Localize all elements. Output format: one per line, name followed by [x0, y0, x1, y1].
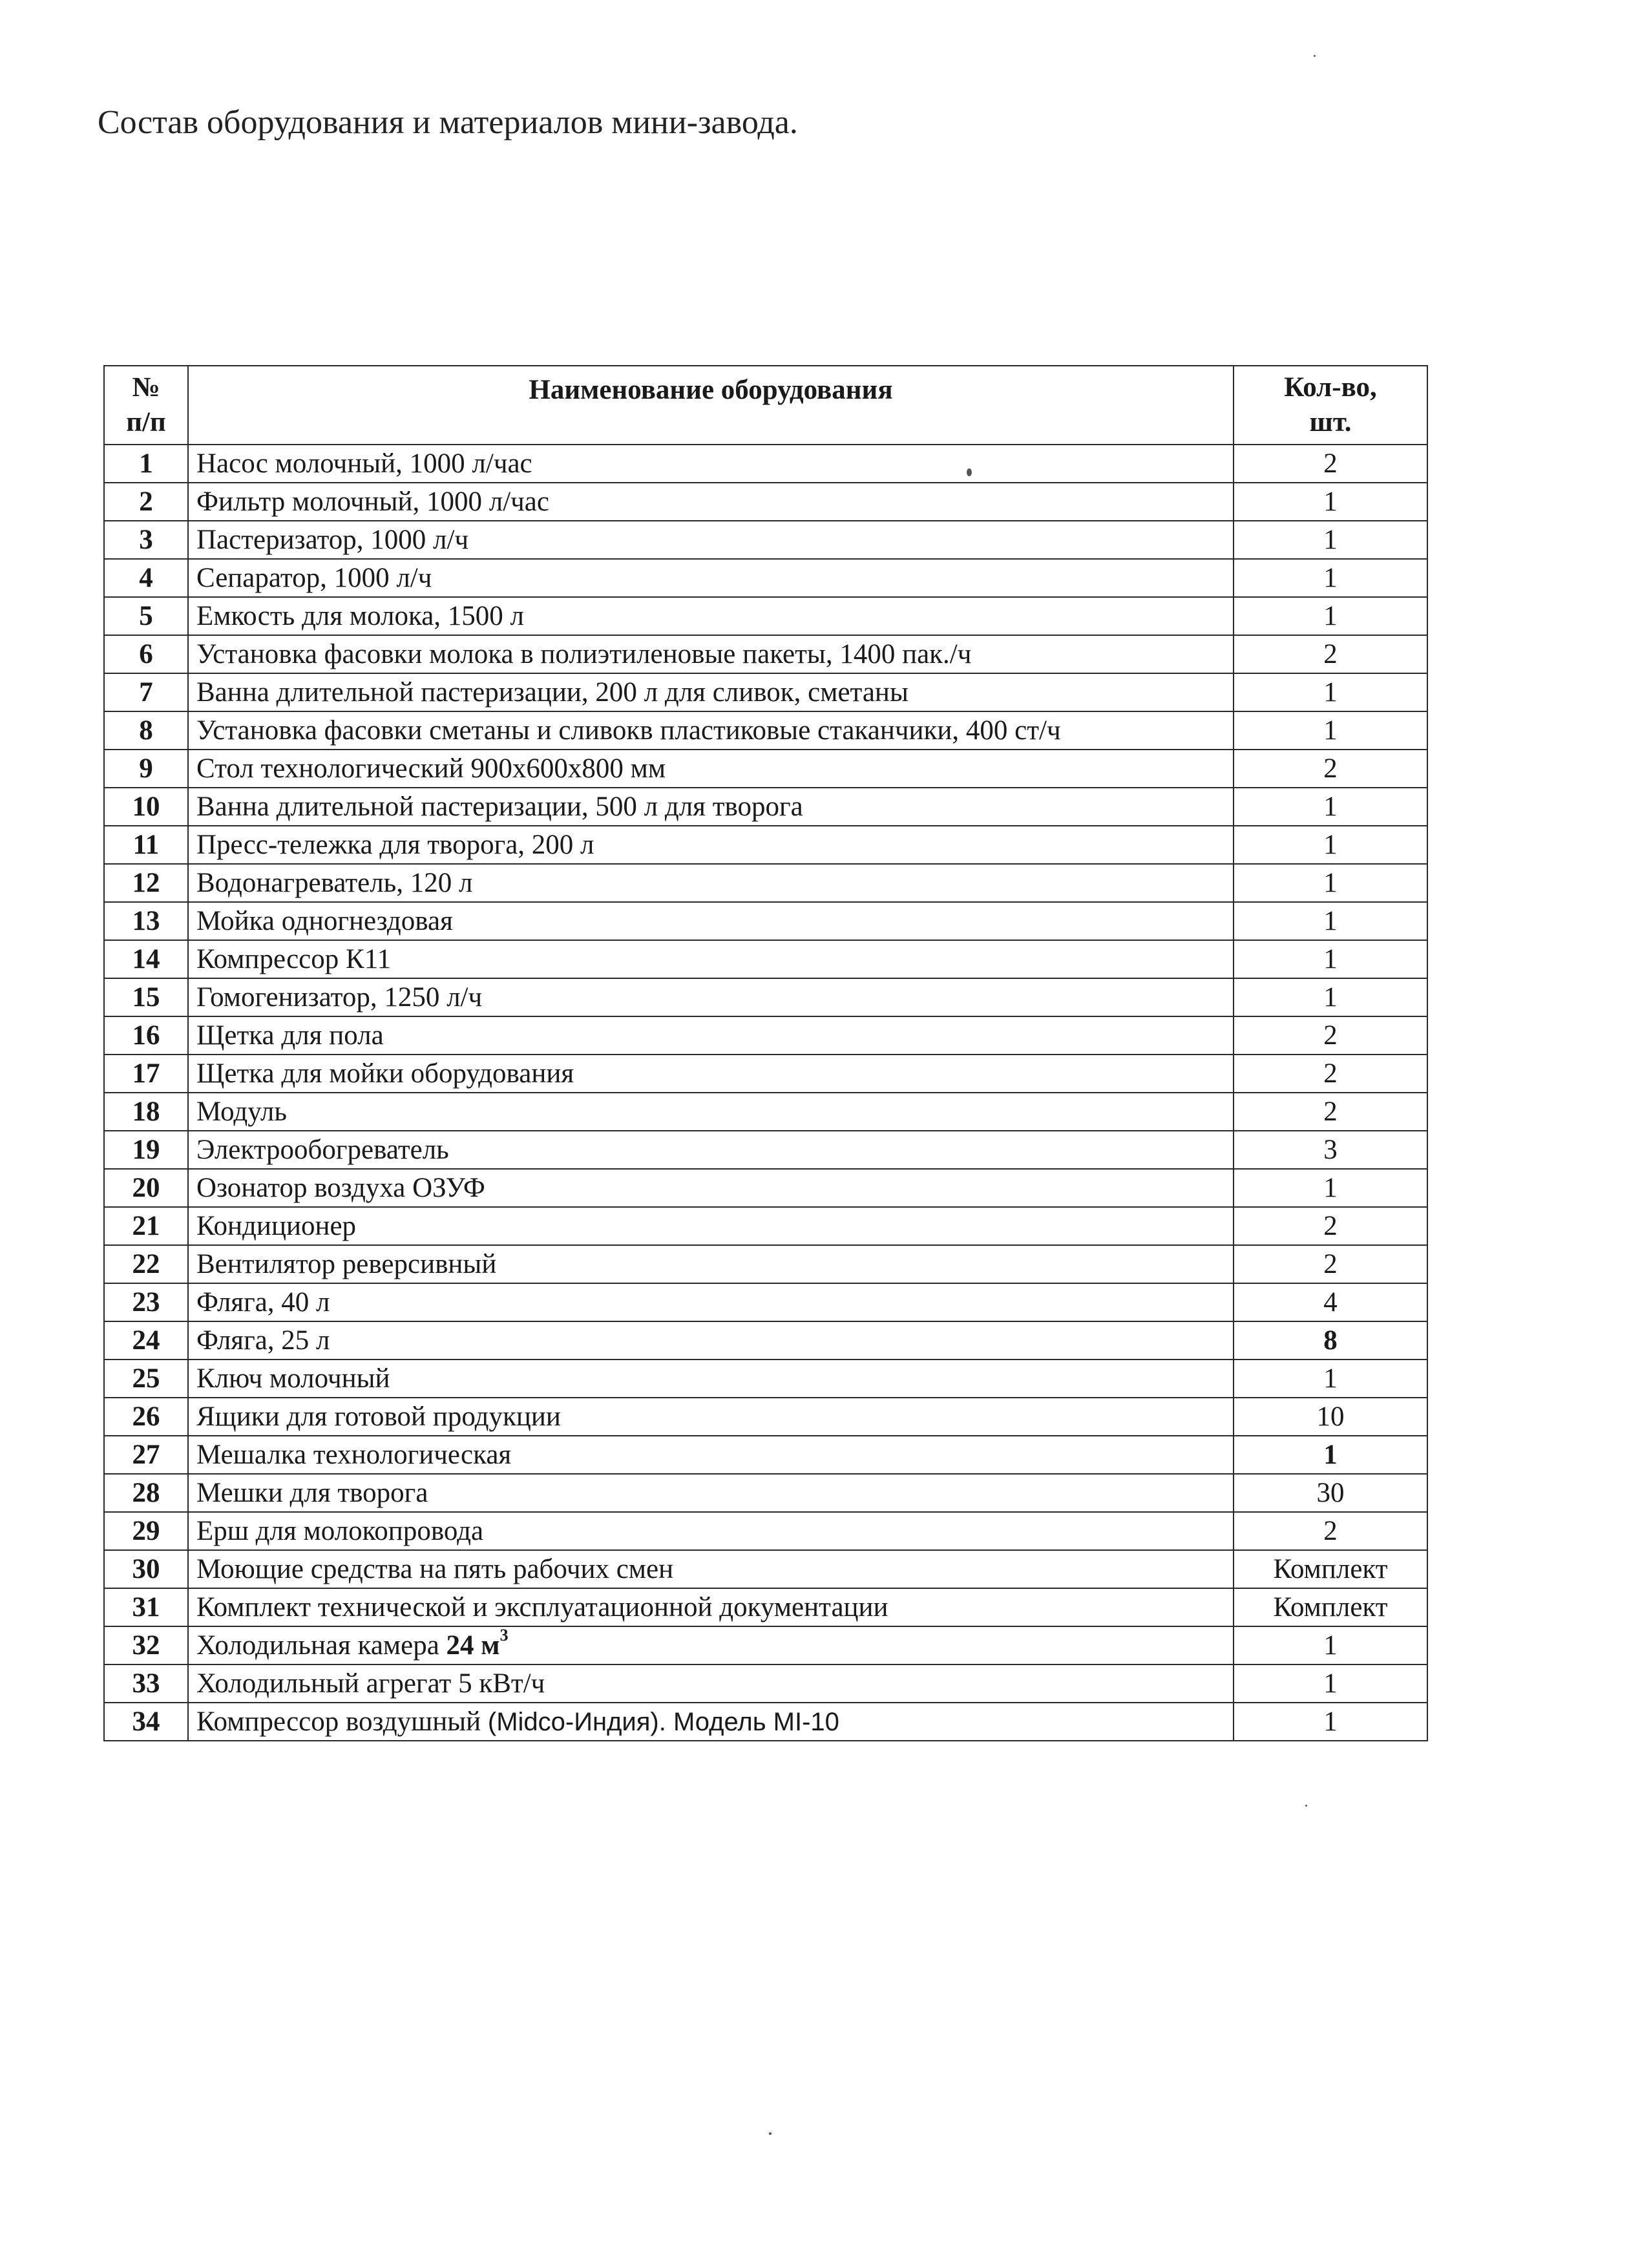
quantity: 1: [1234, 826, 1427, 864]
equipment-name: Комплект технической и эксплуатационной документации: [188, 1588, 1234, 1626]
quantity: 1: [1234, 1664, 1427, 1703]
equipment-name: [188, 1703, 1234, 1741]
row-number: 18: [104, 1093, 188, 1131]
row-number: 34: [104, 1703, 188, 1741]
table-row: [104, 940, 1427, 978]
quantity: 1: [1234, 673, 1427, 711]
table-row: [104, 788, 1427, 826]
row-number: 8: [104, 711, 188, 750]
quantity: 1: [1234, 597, 1427, 635]
row-number: 14: [104, 940, 188, 978]
row-number: 5: [104, 597, 188, 635]
unit-exponent: 3: [499, 1626, 509, 1644]
scan-speck: [967, 468, 972, 476]
quantity: 1: [1234, 1626, 1427, 1664]
row-number: 20: [104, 1169, 188, 1207]
table-row: [104, 1360, 1427, 1398]
row-number: 27: [104, 1436, 188, 1474]
equipment-name: Озонатор воздуха ОЗУФ: [188, 1169, 1234, 1207]
row-number: 32: [104, 1626, 188, 1664]
table-row: [104, 902, 1427, 940]
equipment-name: [188, 1626, 1234, 1664]
row-number: 33: [104, 1664, 188, 1703]
equipment-name: Стол технологический 900х600х800 мм: [188, 750, 1234, 788]
equipment-name: Ерш для молокопровода: [188, 1512, 1234, 1550]
quantity: 1: [1234, 1169, 1427, 1207]
table-row: [104, 978, 1427, 1016]
row-number: 21: [104, 1207, 188, 1245]
table-row: [104, 1398, 1427, 1436]
table-row: [104, 521, 1427, 559]
equipment-name: Моющие средства на пять рабочих смен: [188, 1550, 1234, 1588]
equipment-volume: 24 м: [446, 1630, 500, 1661]
quantity: 3: [1234, 1131, 1427, 1169]
equipment-name-text: Компрессор воздушный: [196, 1706, 488, 1737]
equipment-name: Кондиционер: [188, 1207, 1234, 1245]
equipment-name: Фильтр молочный, 1000 л/час: [188, 483, 1234, 521]
table-row: [104, 1588, 1427, 1626]
equipment-name: Пресс-тележка для творога, 200 л: [188, 826, 1234, 864]
table-row: [104, 1550, 1427, 1588]
scan-speck: [769, 2132, 772, 2135]
quantity: 1: [1234, 940, 1427, 978]
scan-speck: [1314, 55, 1316, 57]
equipment-name: Емкость для молока, 1500 л: [188, 597, 1234, 635]
header-name: Наименование оборудования: [188, 366, 1234, 445]
table-row: [104, 1131, 1427, 1169]
row-number: 6: [104, 635, 188, 673]
table-row: [104, 1512, 1427, 1550]
row-number: 19: [104, 1131, 188, 1169]
table-row: [104, 1245, 1427, 1283]
quantity: 2: [1234, 1512, 1427, 1550]
quantity: 1: [1234, 1436, 1427, 1474]
table-row: [104, 673, 1427, 711]
row-number: 25: [104, 1360, 188, 1398]
quantity: 1: [1234, 711, 1427, 750]
quantity: 1: [1234, 902, 1427, 940]
equipment-name: Ванна длительной пастеризации, 500 л для творога: [188, 788, 1234, 826]
quantity: Комплект: [1234, 1588, 1427, 1626]
table-row: [104, 1055, 1427, 1093]
equipment-model: (Midco-Индия). Модель MI-10: [487, 1707, 839, 1736]
table-row: [104, 445, 1427, 483]
equipment-name: Мешки для творога: [188, 1474, 1234, 1512]
equipment-name: Водонагреватель, 120 л: [188, 864, 1234, 902]
table-row: [104, 1321, 1427, 1360]
table-row: [104, 1093, 1427, 1131]
quantity: 1: [1234, 1703, 1427, 1741]
table-row: [104, 1283, 1427, 1321]
table-row: [104, 1474, 1427, 1512]
quantity: 4: [1234, 1283, 1427, 1321]
quantity: 2: [1234, 1016, 1427, 1055]
quantity: 2: [1234, 1207, 1427, 1245]
row-number: 11: [104, 826, 188, 864]
equipment-name: Вентилятор реверсивный: [188, 1245, 1234, 1283]
quantity: 2: [1234, 1245, 1427, 1283]
equipment-name: Компрессор К11: [188, 940, 1234, 978]
table-row: [104, 1169, 1427, 1207]
quantity: 2: [1234, 635, 1427, 673]
row-number: 26: [104, 1398, 188, 1436]
equipment-name: Пастеризатор, 1000 л/ч: [188, 521, 1234, 559]
header-qty: Кол-во, шт.: [1234, 366, 1427, 445]
equipment-name: Ключ молочный: [188, 1360, 1234, 1398]
header-num: № п/п: [104, 366, 188, 445]
equipment-name: Мойка одногнездовая: [188, 902, 1234, 940]
quantity: 1: [1234, 1360, 1427, 1398]
equipment-name: Сепаратор, 1000 л/ч: [188, 559, 1234, 597]
equipment-name: Гомогенизатор, 1250 л/ч: [188, 978, 1234, 1016]
quantity: 1: [1234, 978, 1427, 1016]
quantity: 1: [1234, 559, 1427, 597]
row-number: 7: [104, 673, 188, 711]
table-row: [104, 1664, 1427, 1703]
equipment-name: Электрообогреватель: [188, 1131, 1234, 1169]
quantity: Комплект: [1234, 1550, 1427, 1588]
quantity: 2: [1234, 1093, 1427, 1131]
row-number: 10: [104, 788, 188, 826]
row-number: 17: [104, 1055, 188, 1093]
row-number: 24: [104, 1321, 188, 1360]
quantity: 2: [1234, 445, 1427, 483]
quantity: 10: [1234, 1398, 1427, 1436]
quantity: 2: [1234, 1055, 1427, 1093]
table-row: [104, 1436, 1427, 1474]
equipment-name: Щетка для мойки оборудования: [188, 1055, 1234, 1093]
equipment-name: Щетка для пола: [188, 1016, 1234, 1055]
equipment-name: Насос молочный, 1000 л/час: [188, 445, 1234, 483]
equipment-name: Установка фасовки молока в полиэтиленовые пакеты, 1400 пак./ч: [188, 635, 1234, 673]
equipment-name: Фляга, 25 л: [188, 1321, 1234, 1360]
row-number: 9: [104, 750, 188, 788]
table-row: [104, 559, 1427, 597]
equipment-name-text: Холодильная камера: [196, 1630, 446, 1661]
document-title: Состав оборудования и материалов мини-завода.: [98, 104, 798, 141]
equipment-name: Холодильный агрегат 5 кВт/ч: [188, 1664, 1234, 1703]
quantity: 2: [1234, 750, 1427, 788]
table-row: [104, 597, 1427, 635]
equipment-name: Ванна длительной пастеризации, 200 л для сливок, сметаны: [188, 673, 1234, 711]
table-row: [104, 1703, 1427, 1741]
equipment-name: Ящики для готовой продукции: [188, 1398, 1234, 1436]
table-row: [104, 1016, 1427, 1055]
table-row: [104, 1626, 1427, 1664]
quantity: 1: [1234, 788, 1427, 826]
row-number: 23: [104, 1283, 188, 1321]
quantity: 1: [1234, 483, 1427, 521]
row-number: 16: [104, 1016, 188, 1055]
quantity: 8: [1234, 1321, 1427, 1360]
row-number: 1: [104, 445, 188, 483]
row-number: 15: [104, 978, 188, 1016]
row-number: 12: [104, 864, 188, 902]
table-row: [104, 711, 1427, 750]
row-number: 28: [104, 1474, 188, 1512]
row-number: 2: [104, 483, 188, 521]
table-row: [104, 750, 1427, 788]
table-row: [104, 826, 1427, 864]
row-number: 22: [104, 1245, 188, 1283]
table-row: [104, 483, 1427, 521]
scan-speck: [1305, 1805, 1307, 1807]
row-number: 31: [104, 1588, 188, 1626]
table-row: [104, 635, 1427, 673]
row-number: 4: [104, 559, 188, 597]
row-number: 13: [104, 902, 188, 940]
table-row: [104, 864, 1427, 902]
quantity: 30: [1234, 1474, 1427, 1512]
equipment-name: Фляга, 40 л: [188, 1283, 1234, 1321]
row-number: 30: [104, 1550, 188, 1588]
row-number: 3: [104, 521, 188, 559]
row-number: 29: [104, 1512, 188, 1550]
quantity: 1: [1234, 521, 1427, 559]
equipment-name: Установка фасовки сметаны и сливокв пластиковые стаканчики, 400 ст/ч: [188, 711, 1234, 750]
equipment-name: Мешалка технологическая: [188, 1436, 1234, 1474]
equipment-table: [103, 365, 1428, 1741]
table-row: [104, 1207, 1427, 1245]
quantity: 1: [1234, 864, 1427, 902]
table-header-row: [104, 366, 1427, 445]
equipment-name: Модуль: [188, 1093, 1234, 1131]
